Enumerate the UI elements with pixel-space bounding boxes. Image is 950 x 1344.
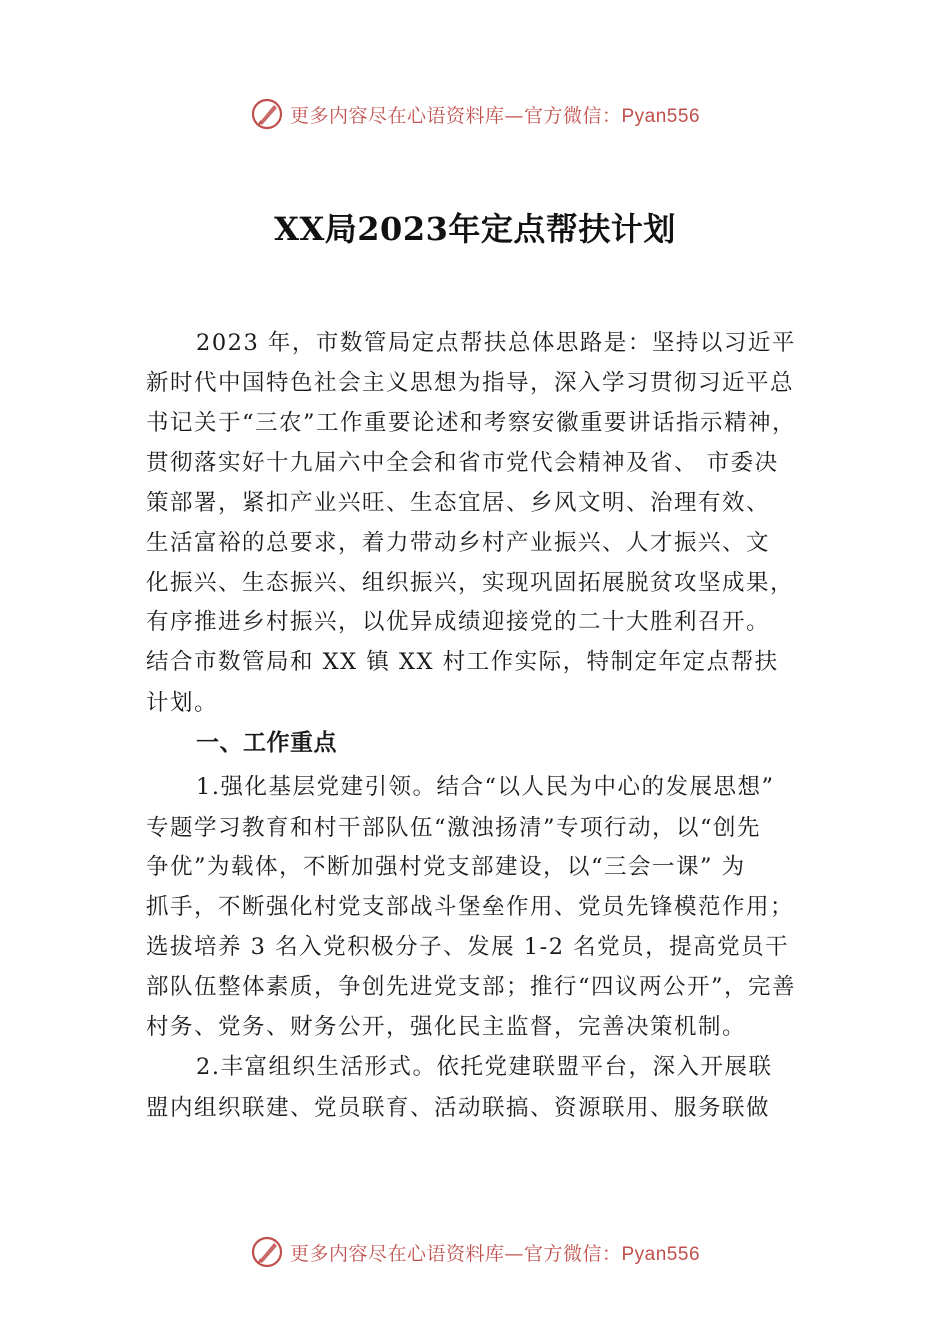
body-line: 争优”为载体，不断加强村党支部建设，以“三会一课” 为 — [146, 854, 746, 880]
body-line: 1.强化基层党建引领。结合“以人民为中心的发展思想” — [196, 774, 775, 800]
watermark-banner-bottom — [0, 1232, 950, 1272]
watermark-wechat-id: Pyan556 — [621, 105, 701, 127]
watermark-label: 更多内容尽在心语资料库—官方微信： — [289, 104, 622, 127]
section-heading: 一、工作重点 — [196, 730, 337, 756]
body-line: 2.丰富组织生活形式。依托党建联盟平台，深入开展联 — [196, 1054, 773, 1080]
body-line: 化振兴、生态振兴、组织振兴，实现巩固拓展脱贫攻坚成果， — [146, 570, 795, 596]
body-line: 生活富裕的总要求，着力带动乡村产业振兴、人才振兴、文 — [146, 530, 771, 556]
body-line: 专题学习教育和村干部队伍“激浊扬清”专项行动，以“创先 — [146, 815, 762, 841]
watermark-wechat-id: Pyan556 — [621, 1243, 701, 1265]
watermark-text — [290, 1239, 700, 1266]
watermark-banner-top — [0, 94, 950, 134]
body-line: 村务、党务、财务公开，强化民主监督，完善决策机制。 — [146, 1014, 747, 1040]
body-line: 2023 年，市数管局定点帮扶总体思路是：坚持以习近平 — [196, 330, 796, 356]
body-line: 书记关于“三农”工作重要论述和考察安徽重要讲话指示精神， — [146, 410, 797, 436]
body-line: 策部署，紧扣产业兴旺、生态宜居、乡风文明、治理有效、 — [146, 490, 771, 516]
quill-logo-icon — [250, 97, 284, 131]
watermark-label: 更多内容尽在心语资料库—官方微信： — [289, 1242, 622, 1265]
body-line: 抓手，不断强化村党支部战斗堡垒作用、党员先锋模范作用； — [146, 894, 795, 920]
quill-logo-icon — [250, 1235, 284, 1269]
watermark-text — [290, 101, 700, 128]
body-line: 部队伍整体素质，争创先进党支部；推行“四议两公开”，完善 — [146, 974, 797, 1000]
body-line: 结合市数管局和 XX 镇 XX 村工作实际，特制定年定点帮扶 — [146, 649, 779, 675]
body-line: 贯彻落实好十九届六中全会和省市党代会精神及省、 市委决 — [146, 450, 779, 476]
body-line: 新时代中国特色社会主义思想为指导，深入学习贯彻习近平总 — [146, 370, 795, 396]
body-line: 选拔培养 3 名入党积极分子、发展 1-2 名党员，提高党员干 — [146, 934, 790, 960]
body-line: 有序推进乡村振兴，以优异成绩迎接党的二十大胜利召开。 — [146, 609, 771, 635]
document-title: XX局2023年定点帮扶计划 — [274, 210, 676, 248]
body-line: 盟内组织联建、党员联育、活动联搞、资源联用、服务联做 — [146, 1095, 771, 1121]
body-line: 计划。 — [146, 690, 219, 716]
